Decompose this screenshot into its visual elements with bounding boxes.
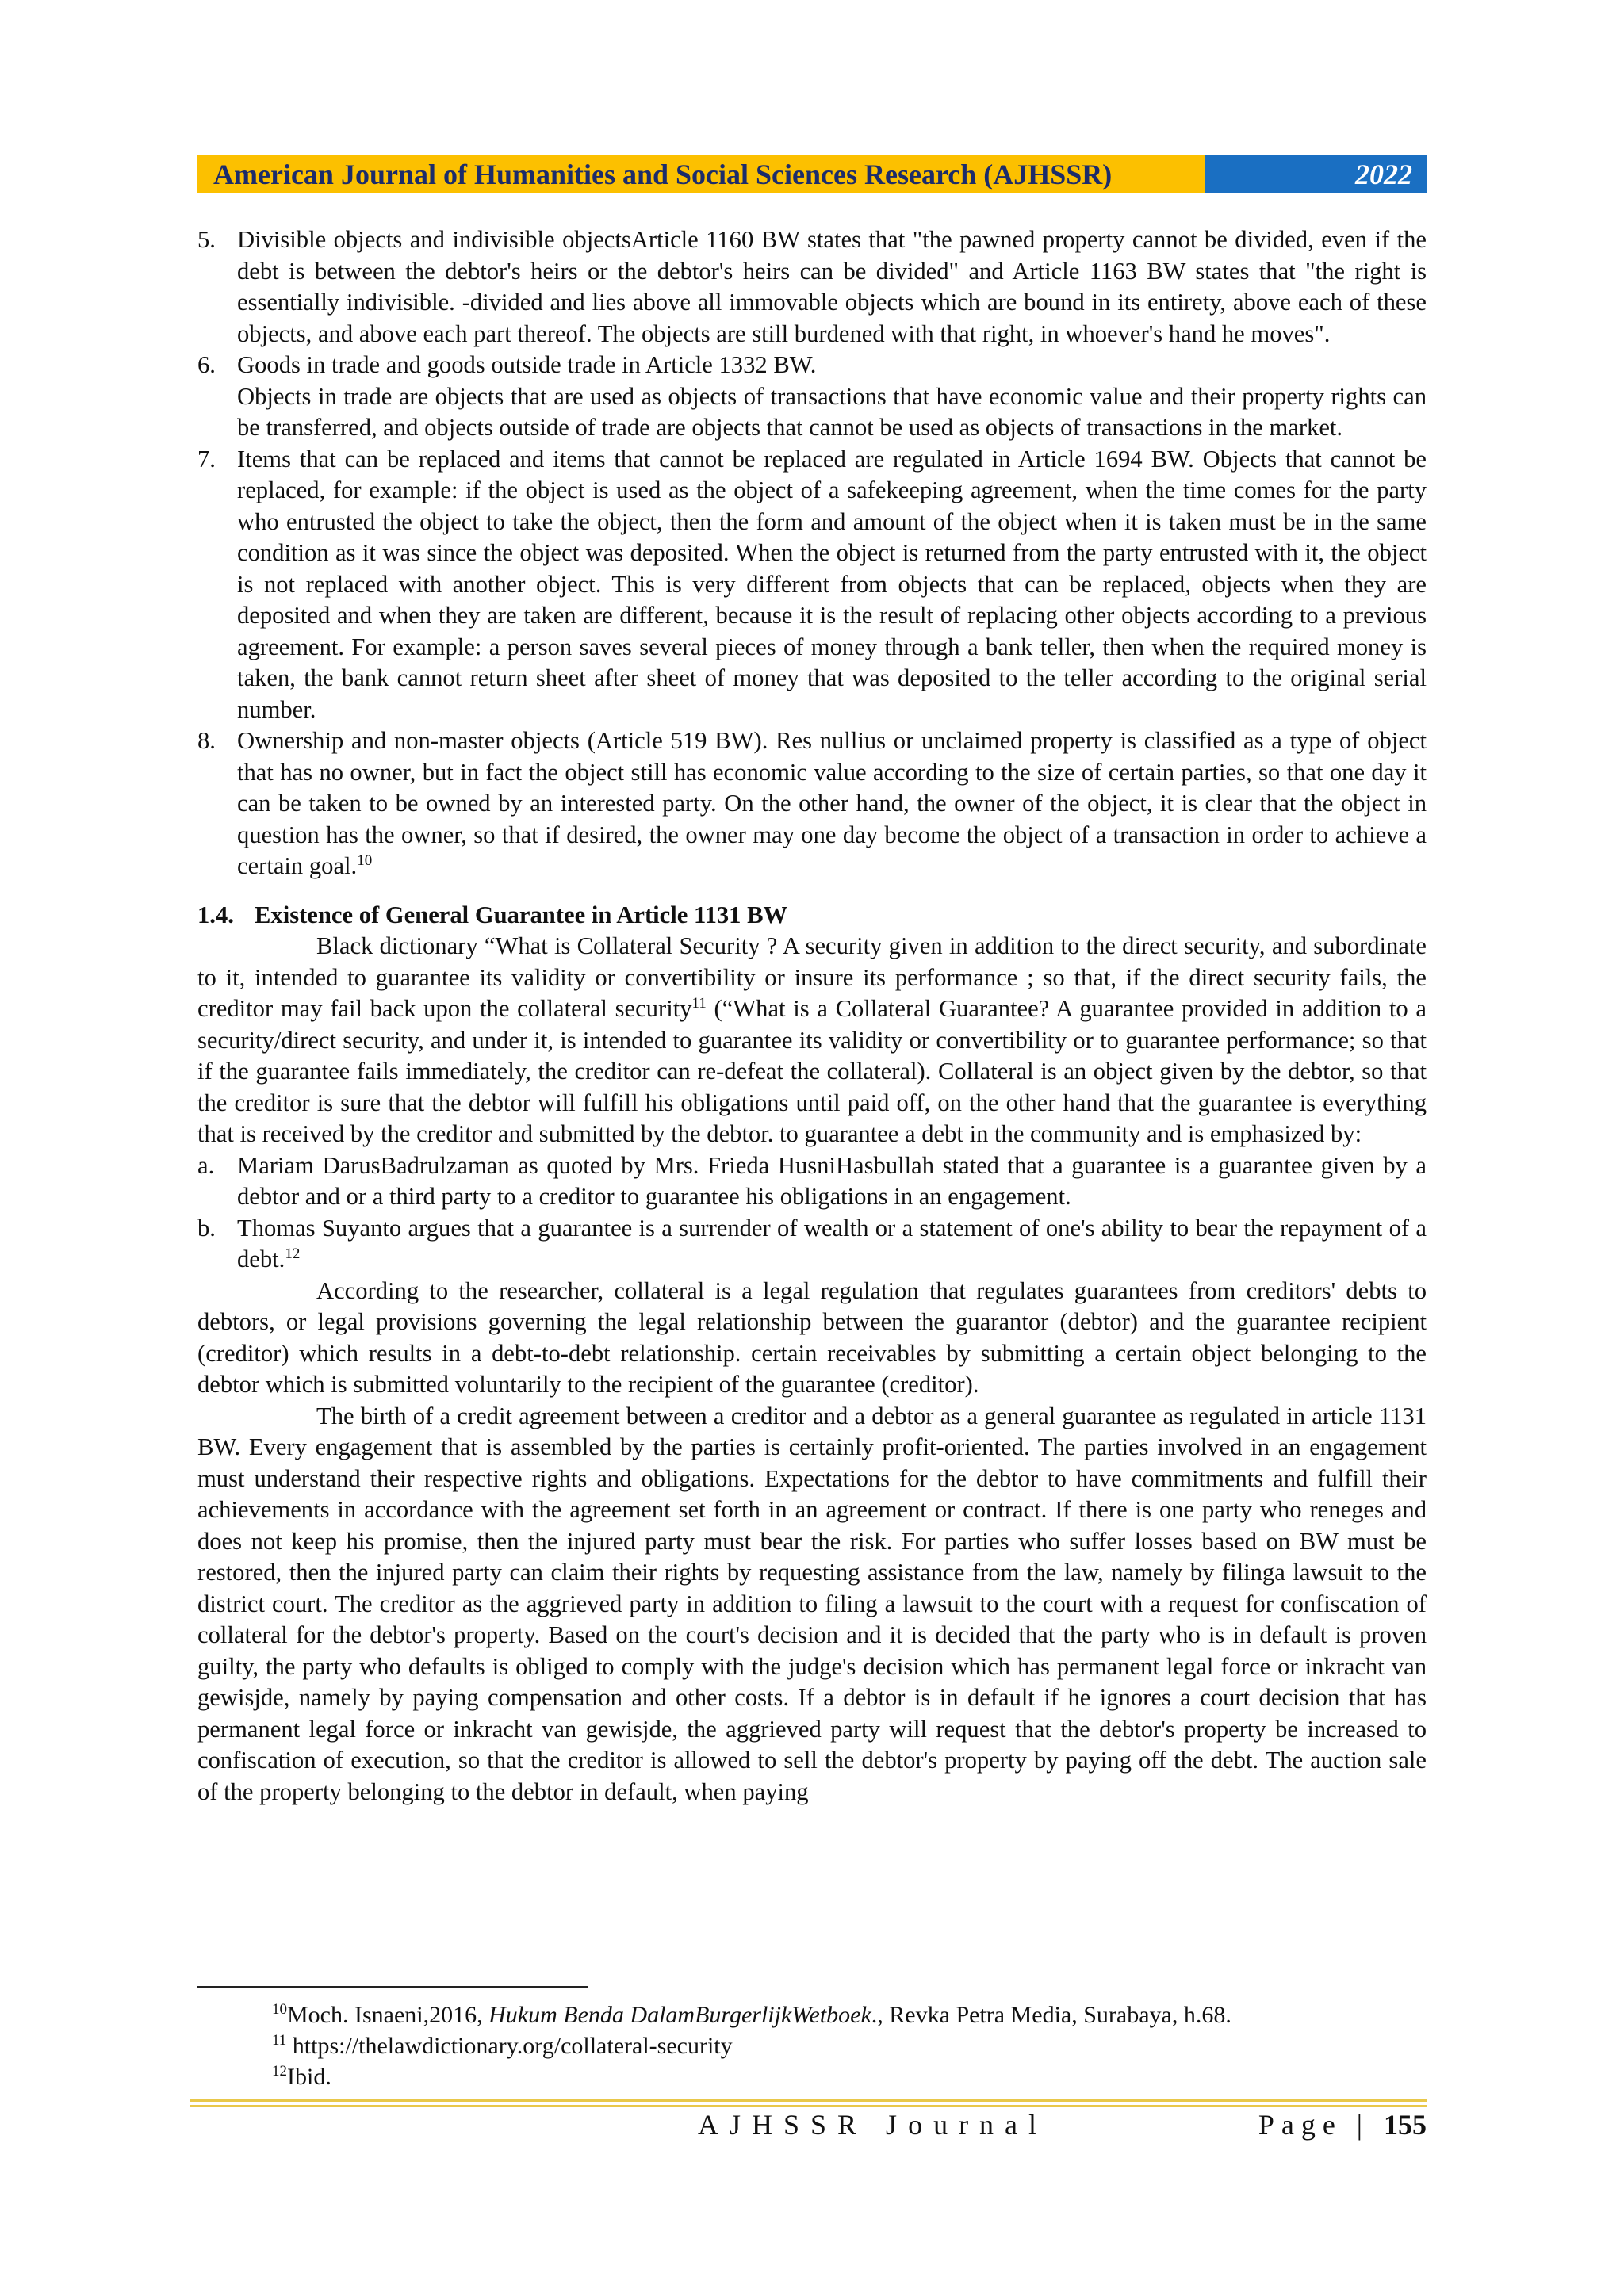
paragraph-text: Black dictionary “What is Collateral Security ? A security given in addition to the direct security, and subordinate to it, intended to guarantee its validity or convertibility or insure its performance ; so that, if the direct security fails, the creditor may fail back upon the collateral security (197, 932, 1427, 1022)
section-number: 1.4. (197, 901, 234, 928)
body-paragraph: According to the researcher, collateral is a legal regulation that regulates guarantees from creditors' debts to debtors, or legal provisions governing the legal relationship between the guarantor (debtor) and the guarantee recipient (creditor) which results in a debt-to-debt relationship. certain receivables by submitting a certain object belonging to the debtor which is submitted voluntarily to the recipient of the guarantee (creditor). (197, 1276, 1427, 1398)
paragraph-text: (“What is a Collateral Guarantee? A guarantee provided in addition to a security/direct security, and under it, is intended to guarantee its validity or convertibility or to guarantee performance; so that if the guarantee fails immediately, the creditor can re-defeat the collateral). Collateral is an object given by the debtor, so that the creditor is sure that the debtor will fulfill his obligations until paid off, on the other hand that the guarantee is everything that is received by the creditor and submitted by the debtor. to guarantee a debt in the community and is emphasized by: (197, 995, 1427, 1147)
list-item (197, 224, 1427, 350)
footnote (272, 2030, 1427, 2061)
footnote-text: Ibid. (287, 2064, 331, 2090)
footnote (272, 1999, 1427, 2030)
body-paragraph: The birth of a credit agreement between a creditor and a debtor as a general guarantee as regulated in article 1131 BW. Every engagement that is assembled by the parties is certainly profit-oriented. The parties involved in an engagement must understand their respective rights and obligations. Expectations for the debtor to have commitments and fulfill their achievements in accordance with the agreement set forth in an agreement or contract. If there is one party who reneges and does not keep his promise, then the injured party must bear the risk. For parties who suffer losses based on BW must be restored, then the injured party can claim their rights by requesting assistance from the law, namely by filinga lawsuit to the district court. The creditor as the aggrieved party in addition to filing a lawsuit to the court with a request for confiscation of collateral for the debtor's property. Based on the court's decision and it is decided that the party who is in default is proven guilty, the party who defaults is obliged to comply with the judge's decision which has permanent legal force or inkracht van gewisjde, namely by paying compensation and other costs. If a debtor is in default if he ignores a court decision that has permanent legal force or inkracht van gewisjde, the aggrieved party will request that the debtor's property be increased to confiscation of execution, so that the creditor is allowed to sell the debtor's property by paying off the debt. The auction sale of the property belonging to the debtor in default, when paying (197, 1402, 1427, 1805)
footnote-number: 12 (272, 2063, 287, 2080)
page-label: Page | (1258, 2109, 1369, 2141)
list-item (197, 350, 1427, 381)
footnote-text: ., Revka Petra Media, Surabaya, h.68. (871, 2002, 1231, 2028)
section-heading (197, 900, 1427, 932)
list-number: 8. (197, 727, 216, 754)
page-number-value: 155 (1384, 2109, 1427, 2141)
list-item (197, 1213, 1427, 1276)
footnote-ref: 10 (357, 851, 373, 869)
footnote-number: 10 (272, 2001, 287, 2018)
footnote-book-title: Hukum Benda DalamBurgerlijkWetboek (488, 2002, 871, 2028)
list-subparagraph: Objects in trade are objects that are used as objects of transactions that have economic value and their property rights can be transferred, and objects outside of trade are objects that cannot be used as objects of transactions in the market. (237, 382, 1427, 441)
journal-year: 2022 (1205, 155, 1427, 193)
list-item (197, 1150, 1427, 1213)
list-number: 6. (197, 351, 216, 378)
footnote-ref: 12 (285, 1245, 301, 1262)
list-text: Thomas Suyanto argues that a guarantee is a surrender of wealth or a statement of one's ability to bear the repayment of a debt. (237, 1214, 1427, 1272)
list-text: Ownership and non-master objects (Article 519 BW). Res nullius or unclaimed property is classified as a type of object that has no owner, but in fact the object still has economic value according to the size of certain parties, so that one day it can be taken to be owned by an interested party. On the other hand, the owner of the object, it is clear that the object in question has the owner, so that if desired, the owner may one day become the object of a transaction in order to achieve a certain goal. (237, 727, 1427, 879)
footer-divider (190, 2105, 1427, 2107)
list-item (197, 444, 1427, 726)
list-letter: a. (197, 1151, 215, 1179)
list-number: 7. (197, 445, 216, 473)
list-item (197, 725, 1427, 882)
footer-divider (190, 2099, 1427, 2102)
list-text: Goods in trade and goods outside trade in Article 1332 BW. (237, 351, 817, 378)
list-text: Divisible objects and indivisible objectsArticle 1160 BW states that "the pawned property cannot be divided, even if the debt is between the debtor's heirs or the debtor's heirs can be divided" and Article 1163 BW states that "the right is essentially indivisible. -divided and lies above all immovable objects which are bound in its entirety, above each of these objects, and above each part thereof. The objects are still burdened with that right, in whoever's hand he moves". (237, 226, 1427, 347)
list-text: Items that can be replaced and items that cannot be replaced are regulated in Article 1694 BW. Objects that cannot be replaced, for example: if the object is used as the object of a safekeeping agreement, when the time comes for the party who entrusted the object to take the object, then the form and amount of the object when it is taken must be in the same condition as it was since the object was deposited. When the object is returned from the party entrusted with it, the object is not replaced with another object. This is very different from objects that can be replaced, objects when they are deposited and when they are taken are different, because it is the result of replacing other objects according to a previous agreement. For example: a person saves several pieces of money through a bank teller, then when the required money is taken, the bank cannot return sheet after sheet of money that was deposited to the teller according to the original serial number. (237, 445, 1427, 723)
list-text: Mariam DarusBadrulzaman as quoted by Mrs. Frieda HusniHasbullah stated that a guarantee is a guarantee given by a debtor and or a third party to a creditor to guarantee his obligations in an engagement. (237, 1151, 1427, 1210)
list-letter: b. (197, 1214, 216, 1242)
journal-header (197, 155, 1427, 193)
page-number (1258, 2108, 1427, 2141)
body-paragraph (197, 931, 1427, 1150)
footer-journal-name: AJHSSR Journal (698, 2109, 1048, 2141)
footnotes (272, 1999, 1427, 2092)
footnote-text: Moch. Isnaeni,2016, (287, 2002, 489, 2028)
footnote (272, 2061, 1427, 2092)
journal-title: American Journal of Humanities and Social Sciences Research (AJHSSR) (197, 155, 1205, 193)
list-number: 5. (197, 226, 216, 253)
article-body (197, 224, 1427, 1808)
footnote-ref: 11 (691, 994, 707, 1012)
footnote-divider (197, 1986, 588, 1988)
footnote-text: https://thelawdictionary.org/collateral-security (286, 2033, 733, 2059)
footnote-number: 11 (272, 2032, 287, 2049)
section-title: Existence of General Guarantee in Article 1131 BW (255, 901, 788, 928)
